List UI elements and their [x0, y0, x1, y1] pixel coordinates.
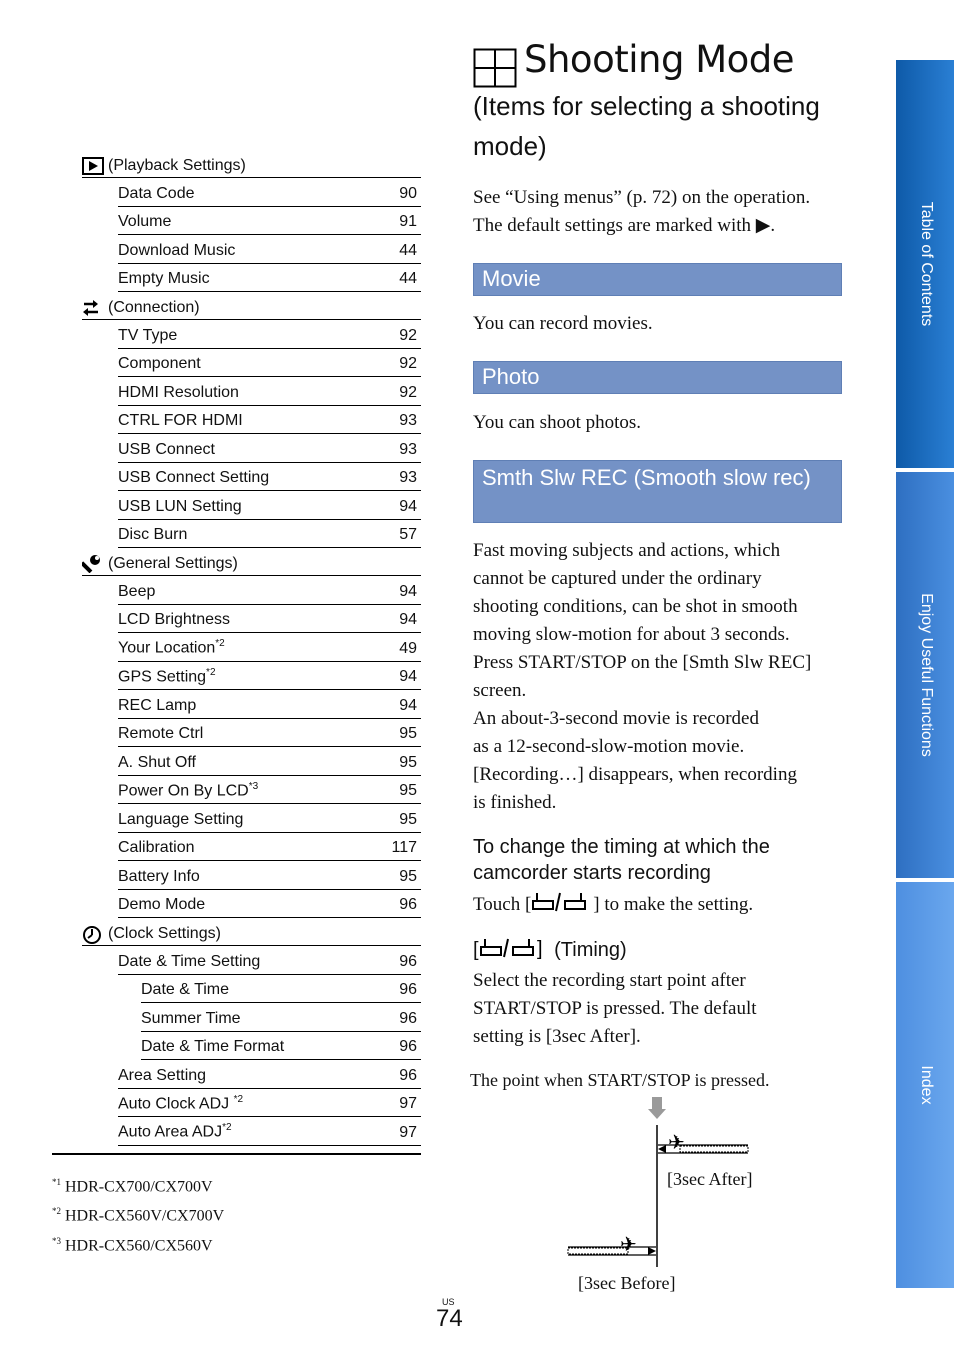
timing-heading: To change the timing at which the camcorder starts recording — [473, 836, 770, 884]
index-row[interactable] — [118, 349, 421, 378]
index-item-page: 93 — [399, 412, 417, 429]
touch-pre: Touch [ — [473, 894, 532, 915]
index-item-page: 44 — [399, 270, 417, 287]
index-item-label: Calibration — [118, 839, 195, 856]
page-subtitle: (Items for selecting a shooting mode) — [473, 91, 820, 161]
index-section-heading — [82, 292, 421, 320]
index-row[interactable] — [118, 662, 421, 691]
index-item-label: CTRL FOR HDMI — [118, 412, 243, 429]
section-heading-photo: Photo — [473, 361, 842, 394]
index-item-page: 44 — [399, 241, 417, 259]
timing-icon — [479, 937, 549, 959]
tab-label: Table of Contents — [918, 201, 935, 327]
footnote-mark: *3 — [248, 780, 259, 792]
touch-instruction — [473, 891, 753, 919]
tab-enjoy-useful-functions[interactable] — [896, 472, 954, 878]
index-item-page: 49 — [399, 639, 417, 657]
footnote — [52, 1170, 224, 1199]
clock-icon — [82, 925, 104, 943]
index-item-label: Component — [118, 355, 201, 372]
timing-icon — [531, 891, 593, 911]
index-item-label: Date & Time — [141, 981, 230, 998]
footnote-mark: *2 — [52, 1206, 61, 1217]
diagram-caption: The point when START/STOP is pressed. — [470, 1070, 770, 1090]
index-item-label: Date & Time Setting — [118, 952, 261, 970]
svg-text:✈: ✈ — [668, 1130, 685, 1154]
intro-line: The default settings are marked with ▶. — [473, 215, 776, 236]
footnote-mark: *1 — [52, 1177, 61, 1187]
index-item-page: 96 — [399, 1038, 417, 1055]
index-row[interactable] — [118, 1089, 421, 1118]
svg-text:]: ] — [536, 938, 543, 959]
index-row[interactable] — [118, 605, 421, 634]
index-item-label: GPS Setting$^{*2}$ — [118, 666, 216, 685]
index-item-label: USB Connect — [118, 440, 215, 458]
index-section-label: (Playback Settings) — [108, 157, 246, 174]
timing-body — [473, 967, 757, 1051]
body-line: is finished. — [473, 792, 557, 813]
connection-icon — [82, 299, 104, 317]
index-row[interactable] — [118, 633, 421, 662]
index-item-label: Summer Time — [141, 1009, 241, 1027]
section-body: You can shoot photos. — [473, 412, 642, 433]
down-arrow-icon — [648, 1097, 666, 1119]
body-line: as a 12-second-slow-motion movie. — [473, 736, 745, 757]
index-item-page: 95 — [399, 867, 417, 885]
index-item-page: 93 — [399, 440, 417, 458]
index-item-page: 90 — [399, 184, 417, 202]
playback-icon — [82, 157, 104, 175]
index-row[interactable] — [118, 434, 421, 463]
index-row[interactable] — [118, 776, 421, 805]
index-item-page: 96 — [399, 981, 417, 998]
index-item-page: 95 — [399, 782, 417, 799]
before-bar — [568, 1232, 656, 1256]
index-item-page: 94 — [399, 668, 417, 685]
index-row[interactable] — [118, 576, 421, 605]
tab-label: Enjoy Useful Functions — [918, 593, 935, 757]
index-row[interactable] — [118, 747, 421, 776]
index-row[interactable] — [141, 975, 421, 1004]
index-row[interactable] — [118, 520, 421, 549]
index-section-heading — [82, 548, 421, 576]
section-body: You can record movies. — [473, 313, 653, 334]
region-code: US — [442, 1297, 455, 1307]
index-row[interactable] — [118, 690, 421, 719]
index-item-page: 97 — [399, 1123, 417, 1141]
index-item-page: 94 — [399, 611, 417, 628]
footnote — [52, 1229, 224, 1258]
index-item-label: HDMI Resolution — [118, 383, 239, 401]
index-item-label: Auto Clock ADJ $^{*2}$ — [118, 1093, 244, 1112]
body-line: shooting conditions, can be shot in smooth — [473, 596, 798, 617]
index-item-page: 97 — [399, 1095, 417, 1112]
index-item-page: 95 — [399, 725, 417, 742]
index-item-page: 94 — [399, 696, 417, 714]
tab-label: Index — [918, 1065, 935, 1105]
before-label: [3sec Before] — [578, 1273, 676, 1293]
index-item-label: Area Setting — [118, 1066, 207, 1084]
index-item-label: USB Connect Setting — [118, 469, 270, 486]
index-item-page: 91 — [399, 213, 417, 230]
index-section-label: (Clock Settings) — [108, 925, 221, 942]
footnote-mark: *2 — [206, 666, 216, 678]
index-row[interactable] — [141, 1003, 421, 1032]
after-label: [3sec After] — [667, 1169, 753, 1189]
index-item-label: Empty Music — [118, 270, 210, 287]
index-row[interactable] — [118, 946, 421, 975]
index-item-label: Download Music — [118, 241, 236, 259]
index-row[interactable] — [118, 463, 421, 492]
page-title: Shooting Mode — [524, 38, 795, 81]
index-row[interactable] — [118, 235, 421, 264]
index-item-label: Your Location$^{*2}$ — [118, 638, 225, 657]
footnote-text: HDR-CX560/CX560V — [61, 1236, 213, 1254]
section-body — [473, 537, 853, 817]
index-item-label: Beep — [118, 582, 156, 600]
body-line: Press START/STOP on the [Smth Slw REC] — [473, 652, 812, 673]
tab-index[interactable] — [896, 882, 954, 1288]
index-row[interactable] — [118, 320, 421, 349]
index-row[interactable] — [118, 264, 421, 293]
index-item-page: 94 — [399, 582, 417, 600]
footnote-text: HDR-CX560V/CX700V — [61, 1207, 225, 1225]
index-item-page: 96 — [399, 952, 417, 970]
body-line: Select the recording start point after — [473, 970, 746, 991]
index-item-page: 93 — [399, 469, 417, 486]
index-row[interactable] — [118, 833, 421, 862]
index-item-label: Disc Burn — [118, 526, 188, 543]
body-line: An about-3-second movie is recorded — [473, 708, 759, 729]
body-line: setting is [3sec After]. — [473, 1026, 641, 1047]
page-number-value: 74 — [436, 1305, 463, 1332]
footnote-mark: *2 — [215, 638, 225, 650]
index-item-label: Remote Ctrl — [118, 725, 204, 742]
footnote-text: HDR-CX700/CX700V — [61, 1178, 213, 1196]
body-line: cannot be captured under the ordinary — [473, 568, 762, 589]
index-item-page: 57 — [399, 526, 417, 543]
index-row[interactable] — [118, 719, 421, 748]
footnote — [52, 1199, 224, 1228]
index-item-label: Demo Mode — [118, 896, 206, 913]
index-item-label: A. Shut Off — [118, 753, 196, 771]
footnote-mark: *2 — [222, 1122, 232, 1134]
tab-table-of-contents[interactable] — [896, 60, 954, 468]
index-row[interactable] — [118, 178, 421, 207]
index-item-label: Data Code — [118, 184, 195, 202]
intro-text — [473, 184, 810, 240]
body-line: [Recording…] disappears, when recording — [473, 764, 797, 785]
index-row[interactable] — [118, 1060, 421, 1089]
index-item-page: 96 — [399, 1009, 417, 1027]
index-item-page: 94 — [399, 497, 417, 515]
section-heading-smooth-slow-rec — [473, 460, 842, 523]
index-item-page: 117 — [391, 839, 417, 856]
index-item-label: REC Lamp — [118, 696, 197, 714]
svg-text:✈: ✈ — [620, 1232, 637, 1256]
index-row[interactable] — [118, 377, 421, 406]
body-line: moving slow-motion for about 3 seconds. — [473, 624, 790, 645]
footnote-mark: *3 — [52, 1235, 61, 1246]
index-item-page: 92 — [399, 383, 417, 401]
footnote-mark: *2 — [233, 1093, 244, 1105]
index-item-page: 95 — [399, 753, 417, 771]
page-number — [436, 1297, 463, 1333]
index-row[interactable] — [118, 890, 421, 919]
index-row[interactable] — [118, 491, 421, 520]
index-item-label: TV Type — [118, 326, 178, 344]
index-item-label: Battery Info — [118, 867, 200, 885]
timing-item-label: (Timing) — [554, 939, 627, 961]
index-row[interactable] — [118, 1117, 421, 1146]
index-section-heading — [82, 918, 421, 946]
index-section-label: (General Settings) — [108, 555, 238, 572]
timing-item-title: [ ] (Timing) — [473, 938, 627, 961]
index-row[interactable] — [118, 804, 421, 833]
index-item-page: 96 — [399, 896, 417, 913]
index-item-page: 92 — [399, 326, 417, 344]
body-line: screen. — [473, 680, 527, 701]
intro-line: See “Using menus” (p. 72) on the operation. — [473, 187, 811, 208]
footnotes — [52, 1170, 224, 1258]
index-row[interactable] — [118, 861, 421, 890]
wrench-icon — [82, 555, 104, 573]
index-item-label: Language Setting — [118, 810, 244, 828]
index-item-label: Date & Time Format — [141, 1038, 285, 1055]
index-item-label: Auto Area ADJ$^{*2}$ — [118, 1122, 232, 1141]
index-section-label: (Connection) — [108, 299, 200, 316]
index-item-label: LCD Brightness — [118, 611, 231, 628]
index-row[interactable] — [118, 406, 421, 435]
index-item-page: 95 — [399, 810, 417, 828]
index-row[interactable] — [118, 207, 421, 236]
body-line: Fast moving subjects and actions, which — [473, 540, 781, 561]
index-item-label: Power On By LCD$^{*3}$ — [118, 780, 259, 799]
index-item-label: Volume — [118, 213, 172, 230]
shooting-mode-icon — [473, 48, 517, 88]
section-heading-text: Smth Slw REC (Smooth slow rec) — [482, 465, 811, 490]
index-item-page: 92 — [399, 355, 417, 372]
index-row[interactable] — [141, 1032, 421, 1061]
menu-index-list — [82, 150, 421, 1146]
body-line: START/STOP is pressed. The default — [473, 998, 757, 1019]
index-section-heading — [82, 150, 421, 178]
index-item-page: 96 — [399, 1066, 417, 1084]
divider — [52, 1153, 421, 1155]
touch-post: ] to make the setting. — [593, 894, 754, 915]
index-item-label: USB LUN Setting — [118, 497, 242, 515]
after-bar — [658, 1130, 748, 1154]
section-heading-movie: Movie — [473, 263, 842, 296]
